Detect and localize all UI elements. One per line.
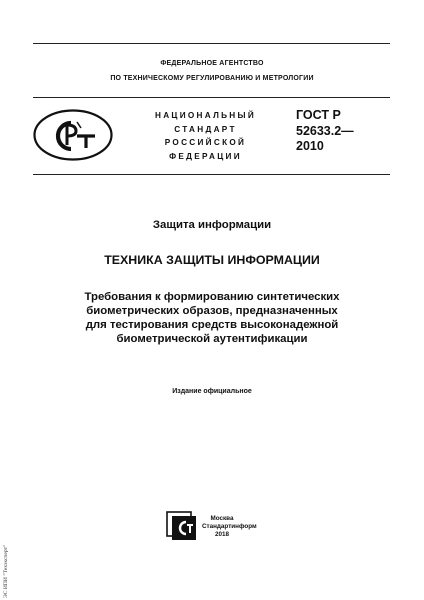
subtitle-line: биометрической аутентификации: [116, 333, 308, 345]
publisher-name: Стандартинформ: [202, 523, 257, 531]
main-title: ТЕХНИКА ЗАЩИТЫ ИНФОРМАЦИИ: [104, 253, 320, 267]
publisher-info: [202, 515, 257, 540]
subtitle: [40, 290, 384, 346]
national-line-4: ФЕДЕРАЦИИ: [169, 151, 242, 161]
publisher-city: Москва: [210, 515, 234, 522]
national-line-3: РОССИЙСКОЙ: [164, 138, 247, 148]
agency-name-line-1: ФЕДЕРАЛЬНОЕ АГЕНТСТВО: [160, 60, 264, 67]
top-divider: [33, 43, 390, 44]
rst-emblem-icon: [33, 109, 113, 161]
title-category: Защита информации: [152, 219, 272, 231]
designation-line-3: 2010: [296, 139, 324, 153]
standard-block-divider: [33, 174, 390, 175]
subtitle-line: для тестирования средств высоконадежной: [85, 319, 339, 331]
edition-note: Издание официальное: [172, 388, 252, 395]
national-line-2: СТАНДАРТ: [174, 124, 237, 134]
agency-name-line-2: ПО ТЕХНИЧЕСКОМУ РЕГУЛИРОВАНИЮ И МЕТРОЛОГИИ: [110, 75, 314, 82]
designation-line-2: 52633.2—: [296, 123, 354, 138]
national-line-1: НАЦИОНАЛЬНЫЙ: [154, 111, 257, 120]
subtitle-line: Требования к формированию синтетических: [84, 291, 340, 303]
standartinform-logo-icon: [166, 511, 199, 541]
subtitle-line: биометрических образов, предназначенных: [86, 305, 338, 317]
national-standard-label: [138, 109, 273, 163]
publication-year: 2018: [214, 531, 229, 539]
header-divider: [33, 97, 390, 98]
side-watermark-text: ЭС ИПИ "Техэксперт": [3, 544, 9, 598]
standard-designation: [296, 108, 376, 155]
designation-line-1: ГОСТ Р: [296, 108, 341, 122]
